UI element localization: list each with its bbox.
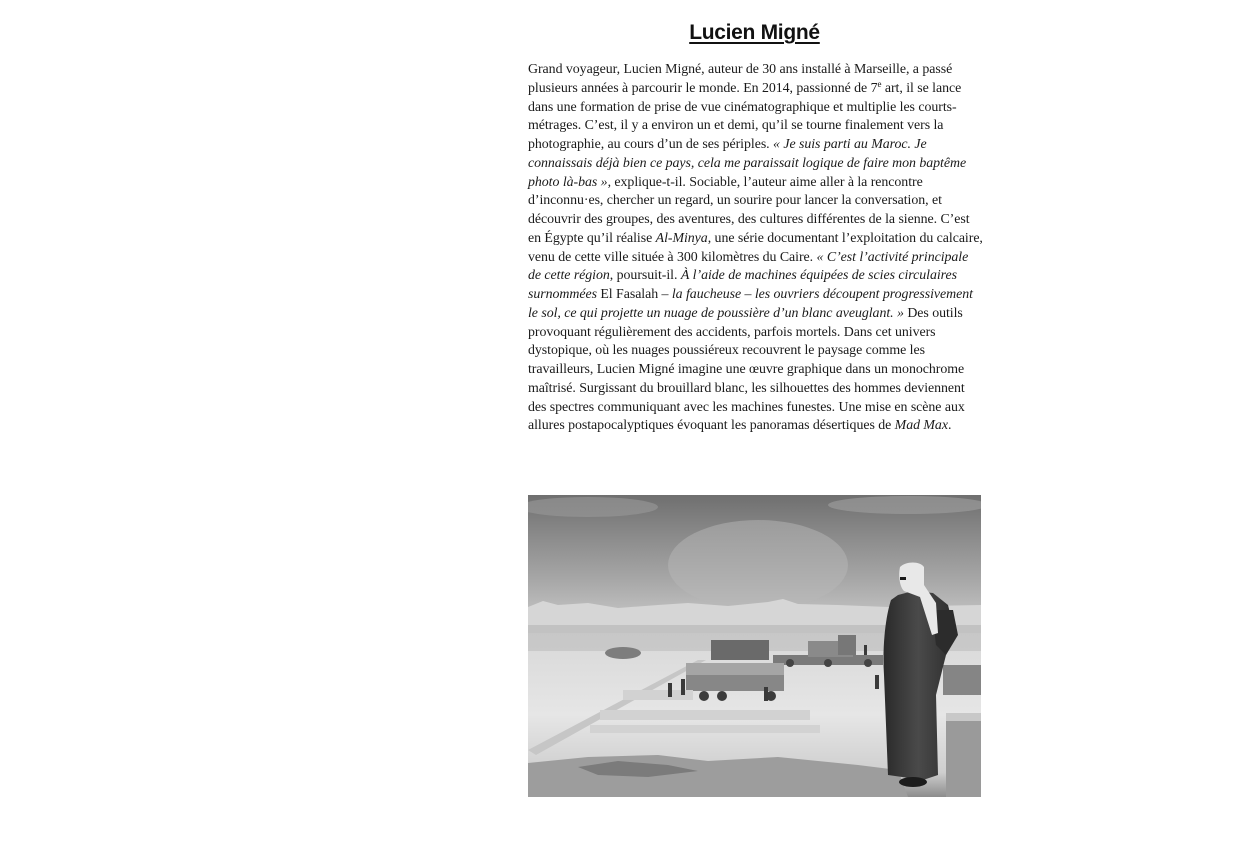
text-segment: art, il se lance dans une formation de prise de vue cinématographique et multiplie les courts-métrages. C’est, il y a environ un et demi, qu’il se tourne finalement vers la photographie, au cours d’un de ses périples. [528,80,962,152]
text-segment: , explique-t-il. Sociable, l’auteur aime aller à la rencontre d’inconnu·es, chercher un regard, un sourire pour lancer la conversation, et découvrir des groupes, des aventures, des cultures différentes de la sienne. C’est en Égypte qu’il réalise [528,174,970,246]
article-title [528,19,981,47]
quote-italic: la faucheuse – les ouvriers découpent progressivement le sol, ce qui projette un nuage de poussière d’un blanc aveuglant. » [528,287,973,321]
stone-wall [946,717,981,797]
photo-illustration [528,495,981,797]
rubble-mound [605,647,641,659]
film-title: Mad Max [894,418,948,434]
article-body [528,61,983,436]
cloud [828,496,981,514]
text-segment: Grand voyageur, Lucien Migné, auteur de 30 ans installé à Marseille, a passé plusieurs années à parcourir le monde. En 2014, passionné de 7 [528,62,953,96]
article-photo [528,495,981,797]
text-segment: Des outils provoquant régulièrement des accidents, parfois mortels. Dans cet univers dystopique, où les nuages poussiéreux recouvrent le paysage comme les travailleurs, Lucien Migné imagine une œuvre graphique dans un monochrome maîtrisé. Surgissant du brouillard blanc, les silhouettes des hommes deviennent des spectres communiquant avec les machines funestes. Une mise en scène aux allures postapocalyptiques évoquant les panoramas désertiques de [528,305,965,434]
article-title-link[interactable]: Lucien Migné [689,21,820,44]
stone-wall-top [946,713,981,721]
text-segment: , poursuit-il. [609,268,681,284]
text-segment: . [947,418,952,434]
quote-italic: À l’aide de machines équipées de scies circulaires surnommées [528,268,957,302]
series-title: Al-Minya [655,230,708,246]
quote-italic: « C’est l’activité principale de cette région [528,249,969,284]
dust-haze [668,520,848,610]
ordinal-superscript: e [877,78,882,89]
text-segment: , une série documentant l’exploitation du calcaire, venu de cette ville située à 300 kilomètres du Caire. [528,230,983,265]
text-segment: El Fasalah – [596,287,672,302]
quote-italic: « Je suis parti au Maroc. Je connaissais déjà bien ce pays, cela me paraissait logique de faire mon baptême photo là-bas » [528,137,967,190]
